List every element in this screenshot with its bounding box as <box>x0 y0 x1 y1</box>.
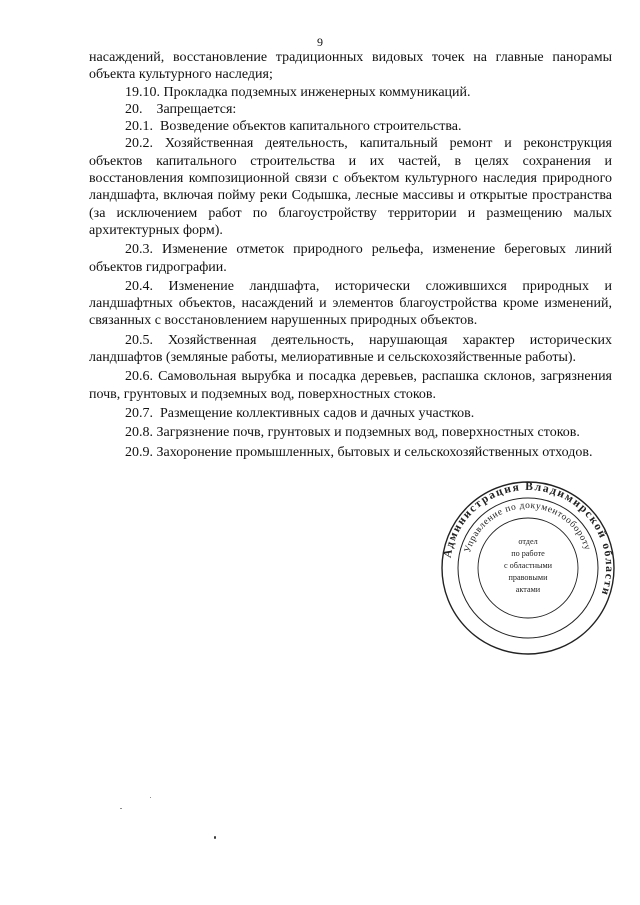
paragraph: 20.5. Хозяйственная деятельность, нарушающая характер исторических ландшафтов (земляные работы, мелиоративные и сельскохозяйственные работы). <box>89 332 612 366</box>
scan-speck <box>120 808 122 809</box>
paragraph: 20.2. Хозяйственная деятельность, капитальный ремонт и реконструкция объектов капитального строительства и их частей, в целях сохранения и восстановления композиционной связи с объектом культурного наследия природного ландшафта, включая пойму реки Содышка, лесные массивы и открытые пространства (за исключением работ по благоустройству территории и размещению малых архитектурных форм). <box>89 136 612 238</box>
page-number: 9 <box>317 35 323 49</box>
svg-text:актами: актами <box>515 585 541 594</box>
scan-speck <box>150 797 151 798</box>
paragraph: 20.4. Изменение ландшафта, исторически сложившихся природных и ландшафтных объектов, насаждений и элементов благоустройства кроме изменений, связанных с восстановлением нарушенных природных объектов. <box>89 278 612 329</box>
svg-text:отдел: отдел <box>518 537 538 546</box>
document-body <box>89 49 612 461</box>
paragraph: насаждений, восстановление традиционных видовых точек на главные панорамы объекта культурного наследия; <box>89 50 612 83</box>
paragraph: 20.6. Самовольная вырубка и посадка деревьев, распашка склонов, загрязнения почв, грунтовых и подземных вод, поверхностных стоков. <box>89 369 612 402</box>
stamp-outer-text: Администрация Владимирской области <box>441 480 616 598</box>
official-stamp <box>440 480 616 656</box>
paragraph: 20.9. Захоронение промышленных, бытовых и сельскохозяйственных отходов. <box>125 444 593 460</box>
scan-speck <box>214 836 216 839</box>
svg-text:с областными: с областными <box>503 561 553 570</box>
svg-text:правовыми: правовыми <box>508 573 548 582</box>
paragraph: 19.10. Прокладка подземных инженерных коммуникаций. <box>125 84 471 100</box>
paragraph: 20.3. Изменение отметок природного рельефа, изменение береговых линий объектов гидрографии. <box>89 242 612 275</box>
paragraph: 20.7. Размещение коллективных садов и дачных участков. <box>125 405 475 421</box>
stamp-inner-text: Управление по документообороту <box>463 500 593 555</box>
paragraph: 20.8. Загрязнение почв, грунтовых и подземных вод, поверхностных стоков. <box>125 425 580 441</box>
stamp-center-text <box>504 537 553 594</box>
svg-text:по работе: по работе <box>511 549 545 558</box>
paragraph: 20.1. Возведение объектов капитального строительства. <box>125 119 462 135</box>
paragraph: 20. Запрещается: <box>125 101 237 117</box>
